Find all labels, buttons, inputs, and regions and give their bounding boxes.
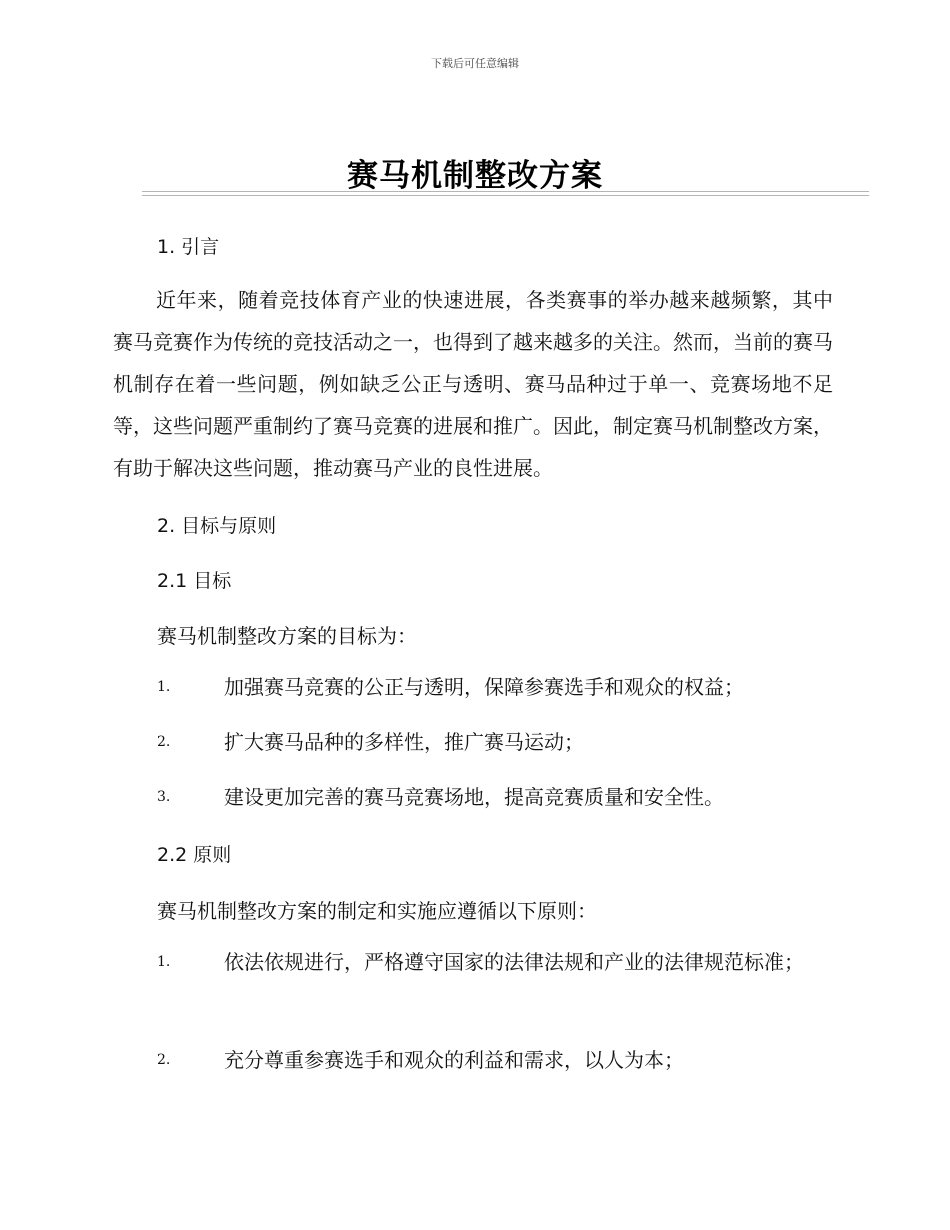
- document-title: 赛马机制整改方案: [347, 158, 603, 194]
- list-item-text: 加强赛马竞赛的公正与透明，保障参赛选手和观众的权益；: [224, 675, 744, 699]
- subheading-principle: 2.2 原则: [157, 844, 232, 866]
- intro-paragraph: 近年来，随着竞技体育产业的快速进展，各类赛事的举办越来越频繁，其中赛马竞赛作为传统的竞技活动之一，也得到了越来越多的关注。然而，当前的赛马机制存在着一些问题，例如缺乏公正与透明、赛马品种过于单一、竞赛场地不足等，这些问题严重制约了赛马竞赛的进展和推广。因此，制定赛马机制整改方案，有助于解决这些问题，推动赛马产业的良性进展。: [113, 288, 833, 480]
- section-heading-intro: 1. 引言: [157, 236, 220, 258]
- list-item-text: 扩大赛马品种的多样性，推广赛马运动；: [224, 730, 584, 754]
- goal-lead-text: 赛马机制整改方案的目标为：: [157, 624, 417, 648]
- title-divider: [142, 191, 869, 196]
- list-item-number: 1.: [157, 679, 171, 695]
- subheading-goal: 2.1 目标: [157, 570, 232, 592]
- list-item-text: 建设更加完善的赛马竞赛场地，提高竞赛质量和安全性。: [224, 785, 724, 809]
- list-item: [113, 722, 833, 763]
- section-heading-goals: 2. 目标与原则: [157, 515, 277, 537]
- list-item: [113, 667, 833, 708]
- principle-lead-text: 赛马机制整改方案的制定和实施应遵循以下原则：: [157, 899, 597, 923]
- list-item: [113, 1040, 833, 1081]
- list-item-number: 2.: [157, 1052, 171, 1068]
- list-item-number: 2.: [157, 734, 171, 750]
- list-item-number: 3.: [157, 789, 171, 805]
- list-item-number: 1.: [157, 954, 171, 970]
- list-item: [113, 777, 833, 818]
- list-item: [113, 942, 833, 983]
- header-note: 下载后可任意编辑: [431, 57, 519, 70]
- list-item-text: 充分尊重参赛选手和观众的利益和需求，以人为本；: [224, 1048, 684, 1072]
- list-item-text: 依法依规进行，严格遵守国家的法律法规和产业的法律规范标准；: [224, 950, 804, 974]
